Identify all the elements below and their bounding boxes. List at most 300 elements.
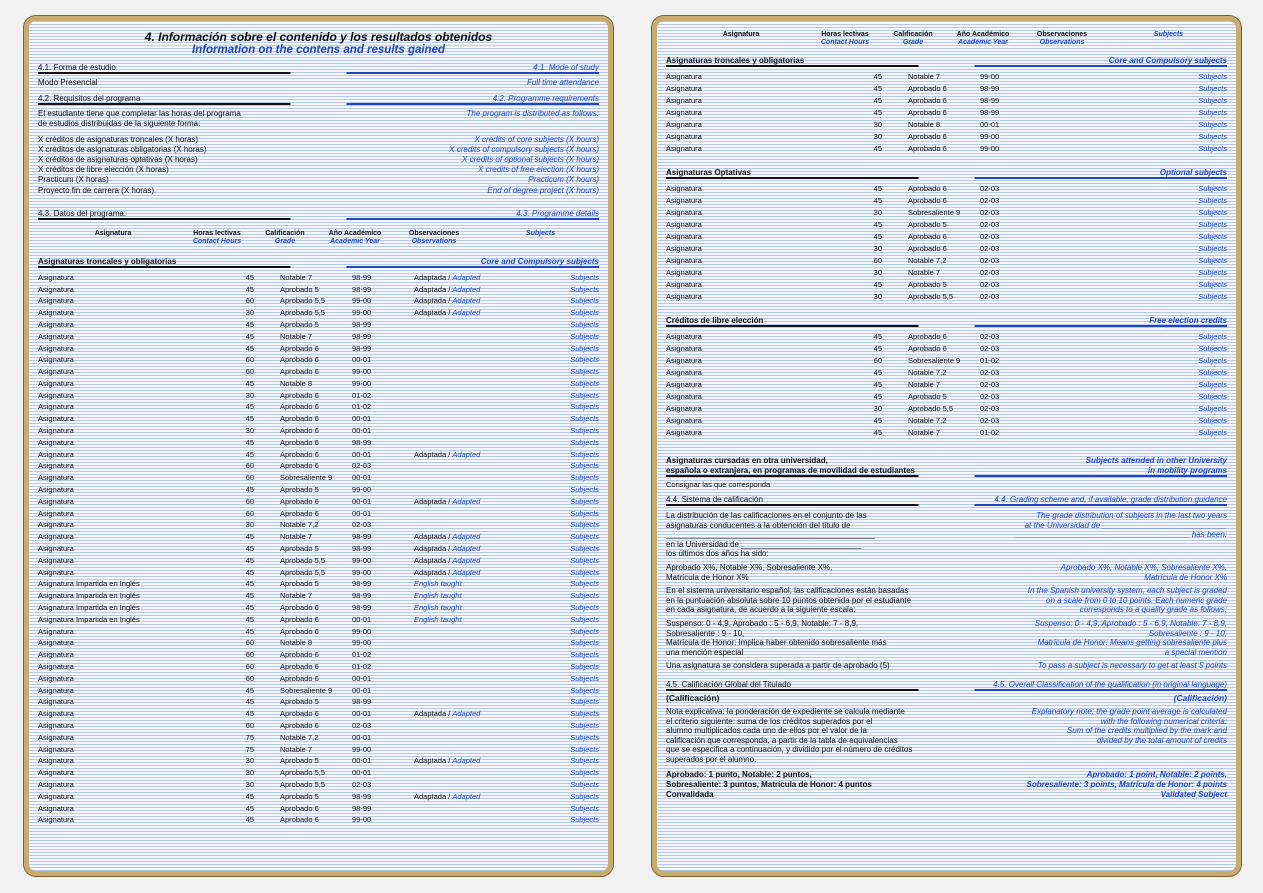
observation (414, 814, 514, 826)
subject-en: Subjects (570, 614, 599, 624)
subject-name: Asignatura Impartida en Inglés (38, 591, 140, 601)
section-label-en: 4.5. Overall Classification of the qualification (in original language) (993, 679, 1227, 689)
section-label-es: 4.2. Requisitos del programa (38, 94, 141, 104)
contact-hours: 45 (245, 485, 254, 495)
header-subjects: Subjects (1153, 31, 1184, 38)
subject-en: Subjects (570, 473, 599, 483)
consignar-note: Consignar las que corresponda (666, 480, 771, 489)
observation: Adaptada / Adapted (414, 791, 481, 801)
subject-name: Asignatura (38, 721, 74, 730)
subject-name: Asignatura (666, 220, 702, 229)
table-row (666, 343, 1227, 355)
subject-name: Asignatura (38, 343, 74, 353)
observation (414, 484, 514, 496)
contact-hours: 60 (245, 296, 254, 306)
observation (1042, 291, 1142, 303)
table-row (38, 708, 599, 720)
subject-en: Subjects (570, 414, 599, 424)
observation-en: Adapted (452, 555, 481, 565)
contact-hours: 60 (245, 650, 254, 660)
subject-name: Asignatura (666, 404, 702, 413)
contact-hours: 45 (873, 108, 882, 117)
observation (414, 378, 514, 390)
observation (414, 331, 514, 343)
contact-hours: 75 (245, 744, 254, 754)
subject-en: Subjects (570, 284, 599, 294)
observation: Adaptada / Adapted (414, 496, 481, 506)
contact-hours: 30 (873, 208, 882, 217)
subject-name: Asignatura (38, 732, 74, 742)
subject-name: Asignatura (666, 232, 702, 241)
academic-year: 01-02 (980, 428, 1000, 437)
observation-en: Adapted (452, 544, 481, 554)
academic-year: 02-03 (980, 332, 1000, 341)
observation (414, 319, 514, 331)
table-row (666, 207, 1227, 219)
contact-hours: 45 (873, 96, 882, 105)
table-row (666, 415, 1227, 427)
academic-year: 99-00 (352, 367, 372, 377)
academic-year: 01-02 (352, 650, 372, 660)
subject-en: Subjects (1198, 280, 1227, 289)
grade: Aprobado 6 (280, 673, 319, 683)
subjects-table-troncales (666, 71, 1227, 155)
academic-year: 02-03 (980, 184, 1000, 193)
table-row (38, 520, 599, 532)
grade: Notable 7 (908, 380, 941, 389)
observation (414, 602, 514, 614)
table-row (666, 83, 1227, 95)
academic-year: 99-00 (980, 132, 1000, 141)
observation-es: Adaptada (414, 284, 447, 294)
grade: Aprobado 5,5 (280, 768, 326, 778)
subject-en: Subjects (1198, 380, 1227, 389)
subject-en: Subjects (1198, 356, 1227, 365)
academic-year: 99-00 (352, 815, 372, 825)
observation-es: Adaptada (414, 555, 447, 565)
table-row (38, 638, 599, 650)
grade: Aprobado 6 (280, 496, 319, 506)
observation-en: English taught (414, 591, 462, 601)
section-title (38, 31, 599, 57)
grade: Aprobado 6 (280, 662, 319, 672)
subject-en: Subjects (570, 673, 599, 683)
academic-year: 99-00 (352, 567, 372, 577)
grade: Aprobado 5 (280, 319, 319, 329)
academic-year: 98-99 (352, 791, 372, 801)
academic-year: 98-99 (352, 591, 372, 601)
observation-en: Adapted (452, 296, 481, 306)
academic-year: 98-99 (352, 284, 372, 294)
table-row (38, 626, 599, 638)
header-horas: Horas lectivas Contact Hours (820, 31, 870, 46)
contact-hours: 30 (245, 779, 254, 789)
grade: Aprobado 6 (280, 461, 319, 471)
subject-name: Asignatura Impartida en Inglés (38, 614, 140, 624)
subject-name: Asignatura (38, 567, 74, 577)
academic-year: 00-01 (352, 414, 372, 424)
academic-year: 02-03 (980, 256, 1000, 265)
subject-name: Asignatura (38, 461, 74, 471)
grade: Aprobado 6 (908, 144, 947, 153)
grade: Notable 7 (280, 591, 313, 601)
observation (1042, 279, 1142, 291)
contact-hours: 45 (245, 378, 254, 388)
title-en: Information on the contens and results gained (191, 44, 446, 56)
observation (414, 366, 514, 378)
academic-year: 02-03 (980, 344, 1000, 353)
subject-name: Asignatura (38, 626, 74, 636)
heading-en: Free election credits (1149, 316, 1227, 325)
subject-en: Subjects (570, 308, 599, 318)
heading-en: Core and Compulsory subjects (1108, 56, 1227, 65)
grade: Notable 7,2 (280, 520, 319, 530)
section-label-en: 4.1. Mode of study (533, 63, 599, 72)
subject-en: Subjects (570, 508, 599, 518)
heading-en: Core and Compulsory subjects (480, 256, 599, 266)
subject-en: Subjects (570, 426, 599, 436)
subject-name: Asignatura (38, 449, 74, 459)
academic-year: 02-03 (980, 380, 1000, 389)
observation-en: English taught (414, 603, 462, 613)
observation (1042, 131, 1142, 143)
academic-year: 99-00 (352, 485, 372, 495)
subject-en: Subjects (570, 756, 599, 766)
table-row (38, 343, 599, 355)
table-row (666, 131, 1227, 143)
observation (414, 732, 514, 744)
section-label-es: 4.4. Sistema de calificación (666, 495, 763, 504)
grading-p3: En el sistema universitario español, las calificaciones están basadas en la puntuación absoluta sobre 10 puntos obtenida por el estudiante en cada asignatura, de acuerdo a la siguiente escala: In the Spanish university system, each subject is graded on a scale from 0 to 10 points. Each numeric grade corresponds to a quality grade as follows: (666, 586, 1227, 615)
subject-name: Asignatura (666, 280, 702, 289)
grade: Aprobado 5 (280, 284, 319, 294)
academic-year: 99-00 (352, 378, 372, 388)
heading-es: Asignaturas cursadas en otra universidad, española o extranjera, en programas de movilidad de estudiantes (666, 456, 915, 475)
observation-es: Adaptada (414, 449, 447, 459)
contact-hours: 30 (245, 308, 254, 318)
table-row (38, 661, 599, 673)
table-row (38, 390, 599, 402)
contact-hours: 45 (873, 232, 882, 241)
academic-year: 98-99 (352, 803, 372, 813)
observation: Adaptada / Adapted (414, 449, 481, 459)
req-es: El estudiante tiene que completar las horas del programa de estudios distribuidas de la siguiente forma: (38, 109, 241, 129)
subject-en: Subjects (1198, 108, 1227, 117)
table-row (38, 508, 599, 520)
contact-hours: 45 (873, 428, 882, 437)
subject-name: Asignatura (38, 319, 74, 329)
academic-year: 00-01 (352, 355, 372, 365)
academic-year: 99-00 (980, 72, 1000, 81)
heading-es: Asignaturas Optativas (666, 168, 751, 177)
grade: Aprobado 6 (280, 402, 319, 412)
contact-hours: 45 (873, 144, 882, 153)
section-4-1 (38, 60, 599, 72)
grade: Aprobado 6 (280, 449, 319, 459)
observation (1042, 183, 1142, 195)
table-row (38, 413, 599, 425)
subject-en: Subjects (1198, 416, 1227, 425)
contact-hours: 45 (245, 402, 254, 412)
subject-name: Asignatura (38, 744, 74, 754)
table-row (666, 95, 1227, 107)
table-row (666, 107, 1227, 119)
contact-hours: 45 (245, 272, 254, 282)
grade: Sobresaliente 9 (280, 473, 333, 483)
table-row (38, 319, 599, 331)
academic-year: 02-03 (980, 196, 1000, 205)
subject-en: Subjects (570, 591, 599, 601)
subject-en: Subjects (570, 803, 599, 813)
observation: Adaptada / Adapted (414, 756, 481, 766)
observation (414, 649, 514, 661)
contact-hours: 60 (245, 496, 254, 506)
heading-en: Subjects attended in other University in mobility programs (1085, 456, 1227, 475)
subject-en: Subjects (1198, 232, 1227, 241)
observation (414, 425, 514, 437)
grade: Aprobado 6 (908, 132, 947, 141)
contact-hours: 60 (245, 662, 254, 672)
observation-es: Adaptada (414, 296, 447, 306)
grade: Notable 8 (280, 638, 313, 648)
subject-en: Subjects (1198, 96, 1227, 105)
observation-en: English taught (414, 579, 462, 589)
contact-hours: 45 (245, 555, 254, 565)
grade: Notable 7 (280, 272, 313, 282)
observation-en: Adapted (452, 709, 481, 719)
contact-hours: 30 (245, 390, 254, 400)
heading-en: Optional subjects (1159, 168, 1227, 177)
heading-otra-universidad (666, 453, 1227, 475)
grade: Aprobado 5 (908, 220, 947, 229)
subject-name: Asignatura (38, 779, 74, 789)
academic-year: 99-00 (980, 144, 1000, 153)
table-row (666, 195, 1227, 207)
table-row (38, 496, 599, 508)
contact-hours: 60 (245, 367, 254, 377)
academic-year: 02-03 (352, 461, 372, 471)
subject-name: Asignatura Impartida en Inglés (38, 579, 140, 589)
subject-name: Asignatura (38, 296, 74, 306)
contact-hours: 45 (873, 72, 882, 81)
academic-year: 02-03 (980, 232, 1000, 241)
header-asignatura: Asignatura (722, 31, 760, 38)
explanatory-note: Nota explicativa: la ponderación de expediente se calcula mediante el criterio siguiente: suma de los créditos superados por el alumno multiplicados cada uno de ellos por el valor de la calificación que corresponda, a partir de la tabla de equivalencias que se especifica a continuación, y dividido por el número de créditos superados por el alumno. Explanatory note: the grade point average is calculated with the following numerical criteria: Sum of the credits multiplied by the mark and divided by the total amount of credits (666, 706, 1227, 764)
grading-p2: Aprobado X%, Notable X%, Sobresaliente X%, Matrícula de Honor X% Aprobado X%, Notable X%, Sobresaliente X%, Matrícula de Honor X% (666, 562, 1227, 582)
contact-hours: 30 (245, 768, 254, 778)
table-row (38, 378, 599, 390)
subject-en: Subjects (1198, 292, 1227, 301)
subject-en: Subjects (570, 697, 599, 707)
grading-p5: Una asignatura se considera superada a partir de aprobado (5) To pass a subject is necessary to get at least 5 points (666, 661, 1227, 671)
academic-year: 00-01 (980, 120, 1000, 129)
subject-en: Subjects (570, 367, 599, 377)
subject-en: Subjects (570, 567, 599, 577)
subject-en: Subjects (1198, 256, 1227, 265)
subject-en: Subjects (570, 709, 599, 719)
observation: Adaptada / Adapted (414, 284, 481, 294)
subject-en: Subjects (1198, 72, 1227, 81)
academic-year: 00-01 (352, 508, 372, 518)
grade: Notable 7,2 (908, 256, 947, 265)
table-row (38, 732, 599, 744)
observation (1042, 403, 1142, 415)
subject-en: Subjects (570, 355, 599, 365)
observation: Adaptada / Adapted (414, 296, 481, 306)
subject-en: Subjects (1198, 344, 1227, 353)
observation (1042, 83, 1142, 95)
grade: Aprobado 5 (280, 697, 319, 707)
observation (414, 520, 514, 532)
subject-en: Subjects (1198, 220, 1227, 229)
contact-hours: 30 (245, 756, 254, 766)
subject-en: Subjects (570, 685, 599, 695)
subject-en: Subjects (1198, 120, 1227, 129)
table-row (38, 590, 599, 602)
grade: Aprobado 5 (908, 392, 947, 401)
contact-hours: 45 (873, 392, 882, 401)
contact-hours: 45 (245, 614, 254, 624)
observation-es: Adaptada (414, 308, 447, 318)
contact-hours: 60 (245, 673, 254, 683)
grade: Notable 7 (280, 744, 313, 754)
subject-en: Subjects (1198, 404, 1227, 413)
grade: Aprobado 5,5 (908, 404, 954, 413)
observation (414, 343, 514, 355)
observation (414, 614, 514, 626)
subject-name: Asignatura (38, 496, 74, 506)
subject-name: Asignatura (666, 268, 702, 277)
contact-hours: 45 (245, 449, 254, 459)
contact-hours: 30 (245, 426, 254, 436)
table-row (38, 402, 599, 414)
subject-name: Asignatura (666, 292, 702, 301)
subject-en: Subjects (570, 638, 599, 648)
table-row (666, 279, 1227, 291)
academic-year: 00-01 (352, 756, 372, 766)
table-row (38, 720, 599, 732)
observation-en: Adapted (452, 496, 481, 506)
grade: Notable 8 (908, 120, 941, 129)
observation (1042, 267, 1142, 279)
academic-year: 99-00 (352, 555, 372, 565)
academic-year: 98-99 (980, 84, 1000, 93)
subject-name: Asignatura (666, 428, 702, 437)
section-label-es: 4.1. Forma de estudio (38, 63, 116, 72)
academic-year: 02-03 (980, 416, 1000, 425)
academic-year: 02-03 (352, 721, 372, 730)
table-row (666, 119, 1227, 131)
observation (1042, 379, 1142, 391)
subject-en: Subjects (570, 461, 599, 471)
contact-hours: 45 (245, 319, 254, 329)
observation (414, 803, 514, 815)
grade: Aprobado 5,5 (280, 555, 326, 565)
observation: Adaptada / Adapted (414, 709, 481, 719)
subject-name: Asignatura (38, 473, 74, 483)
grade: Aprobado 6 (280, 803, 319, 813)
subject-en: Subjects (570, 319, 599, 329)
observation-es: Adaptada (414, 544, 447, 554)
observation-en: Adapted (452, 532, 481, 542)
table-row (38, 614, 599, 626)
academic-year: 02-03 (980, 220, 1000, 229)
subject-name: Asignatura (38, 520, 74, 530)
table-row (666, 331, 1227, 343)
academic-year: 02-03 (980, 268, 1000, 277)
subject-en: Subjects (570, 485, 599, 495)
observation: Adaptada / Adapted (414, 532, 481, 542)
subject-name: Asignatura (38, 367, 74, 377)
subject-en: Subjects (1198, 428, 1227, 437)
subject-name: Asignatura (666, 132, 702, 141)
academic-year: 98-99 (352, 331, 372, 341)
observation (414, 744, 514, 756)
contact-hours: 45 (873, 416, 882, 425)
academic-year: 02-03 (980, 208, 1000, 217)
subject-en: Subjects (570, 544, 599, 554)
observation-es: Adaptada (414, 756, 447, 766)
header-calificacion: Calificación Grade (893, 31, 933, 46)
academic-year: 00-01 (352, 426, 372, 436)
grade: Sobresaliente 9 (280, 685, 333, 695)
table-row (38, 425, 599, 437)
contact-hours: 60 (245, 721, 254, 730)
grade: Aprobado 5 (280, 579, 319, 589)
observation (414, 437, 514, 449)
credits-es: X créditos de asignaturas troncales (X horas) X créditos de asignaturas obligatorias (X horas) X créditos de asignaturas optativas (X horas) X créditos de libre elección (X horas) Practicum (X horas) Proyecto fin de carrera (X horas) (38, 134, 207, 195)
table-row (38, 354, 599, 366)
table-row (38, 284, 599, 296)
grade: Aprobado 6 (908, 96, 947, 105)
subject-en: Subjects (570, 579, 599, 589)
contact-hours: 30 (873, 244, 882, 253)
grade: Aprobado 5,5 (908, 292, 954, 301)
observation (414, 390, 514, 402)
grade: Aprobado 6 (908, 108, 947, 117)
table-row (38, 555, 599, 567)
section-4-4 (666, 492, 1227, 504)
subject-en: Subjects (570, 449, 599, 459)
subject-name: Asignatura (38, 308, 74, 318)
table-row (38, 484, 599, 496)
observation-en: Adapted (452, 308, 481, 318)
subject-name: Asignatura (38, 662, 74, 672)
heading-es: Asignaturas troncales y obligatorias (38, 256, 177, 266)
table-header (666, 31, 1227, 47)
section-4-2 (38, 91, 599, 103)
grade: Aprobado 5 (280, 544, 319, 554)
academic-year: 02-03 (352, 520, 372, 530)
academic-year: 99-00 (352, 296, 372, 306)
table-row (666, 143, 1227, 155)
contact-hours: 45 (245, 437, 254, 447)
subject-en: Subjects (1198, 268, 1227, 277)
observation (1042, 95, 1142, 107)
grade: Aprobado 6 (908, 344, 947, 353)
subject-name: Asignatura (38, 284, 74, 294)
table-row (666, 403, 1227, 415)
table-row (38, 272, 599, 284)
observation-en: Adapted (452, 791, 481, 801)
observation (414, 638, 514, 650)
contact-hours: 45 (873, 196, 882, 205)
subject-name: Asignatura (666, 380, 702, 389)
subject-en: Subjects (1198, 196, 1227, 205)
subject-en: Subjects (1198, 184, 1227, 193)
academic-year: 02-03 (980, 244, 1000, 253)
subject-en: Subjects (570, 532, 599, 542)
